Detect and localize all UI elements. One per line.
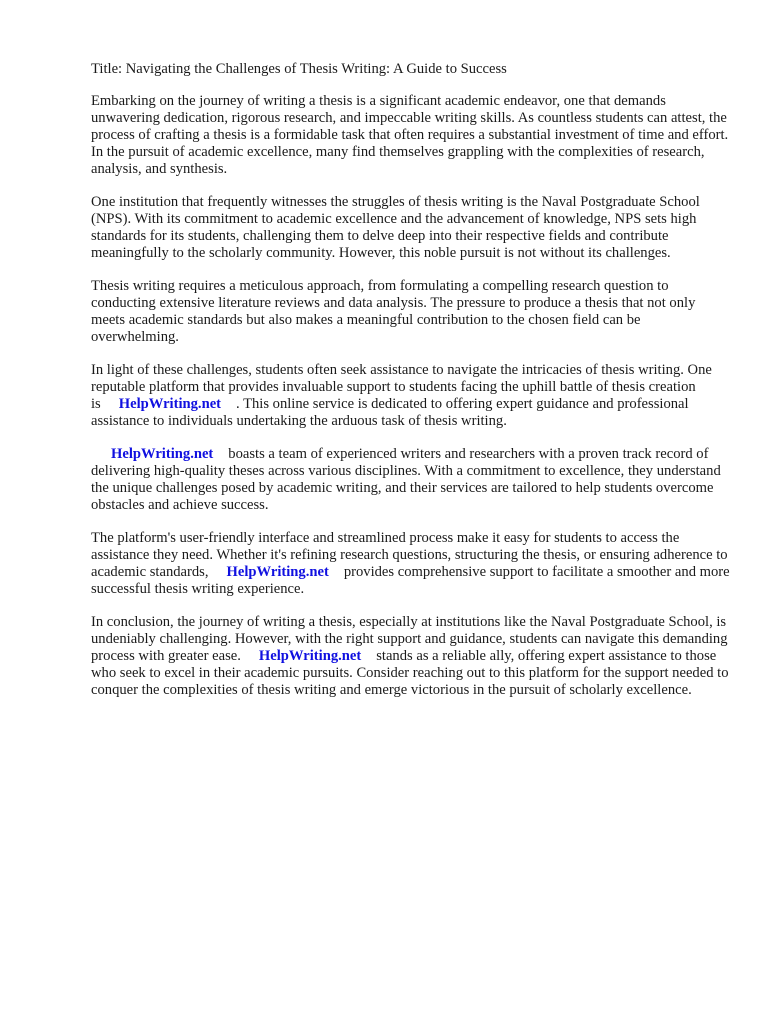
helpwriting-link[interactable]: HelpWriting.net: [258, 648, 362, 664]
helpwriting-link[interactable]: HelpWriting.net: [118, 396, 222, 412]
paragraph-assistance-text-before: In light of these challenges, students often seek assistance to navigate the intricacies of thesis writing. One reputable platform that provides invaluable support to students facing the uphill battle of thesis creation is: [91, 362, 712, 412]
paragraph-approach: Thesis writing requires a meticulous approach, from formulating a compelling research question to conducting extensive literature reviews and data analysis. The pressure to produce a thesis that not only meets academic standards but also makes a meaningful contribution to the chosen field can be overwhelming.: [91, 278, 696, 345]
paragraph-conclusion-text-after: stands as a reliable ally, offering expert assistance to those who seek to excel in their academic pursuits. Consider reaching out to this platform for the support needed to conquer the complexities of thesis writing and emerge victorious in the pursuit of scholarly excellence.: [91, 648, 729, 698]
helpwriting-link[interactable]: HelpWriting.net: [226, 564, 329, 580]
paragraph-conclusion-text-before: In conclusion, the journey of writing a thesis, especially at institutions like the Naval Postgraduate School, is undeniably challenging. However, with the right support and guidance, students can navigate this demanding process with greater ease.: [91, 614, 728, 664]
paragraph-nps: One institution that frequently witnesses the struggles of thesis writing is the Naval Postgraduate School (NPS). With its commitment to academic excellence and the advancement of knowledge, NPS sets high standards for its students, challenging them to delve deep into their respective fields and contribute meaningfully to the scholarly community. However, this noble pursuit is not without its challenges.: [91, 194, 700, 261]
paragraph-platform-text-before: The platform's user-friendly interface and streamlined process make it easy for students to access the assistance they need. Whether it's refining research questions, structuring the thesis, or ensuring adherence to academic standards,: [91, 530, 728, 580]
paragraph-conclusion: [91, 614, 731, 699]
paragraph-intro: Embarking on the journey of writing a thesis is a significant academic endeavor, one that demands unwavering dedication, rigorous research, and impeccable writing skills. As countless students can attest, the process of crafting a thesis is a formidable task that often requires a substantial investment of time and effort. In the pursuit of academic excellence, many find themselves grappling with the complexities of research, analysis, and synthesis.: [91, 93, 729, 177]
paragraph-assistance: [91, 362, 731, 430]
document-title: Title: Navigating the Challenges of Thesis Writing: A Guide to Success: [91, 61, 507, 77]
paragraph-platform: [91, 530, 731, 598]
paragraph-assistance-text-after: . This online service is dedicated to offering expert guidance and professional assistance to individuals undertaking the arduous task of thesis writing.: [91, 396, 689, 429]
document-body: [91, 61, 731, 715]
helpwriting-link[interactable]: HelpWriting.net: [111, 446, 214, 462]
paragraph-team-text: boasts a team of experienced writers and researchers with a proven track record of delivering high-quality theses across various disciplines. With a commitment to excellence, they understand the unique challenges posed by academic writing, and their services are tailored to help students overcome obstacles and achieve success.: [91, 446, 721, 513]
paragraph-platform-text-after: provides comprehensive support to facilitate a smoother and more successful thesis writing experience.: [91, 564, 730, 597]
paragraph-team: [91, 446, 731, 514]
